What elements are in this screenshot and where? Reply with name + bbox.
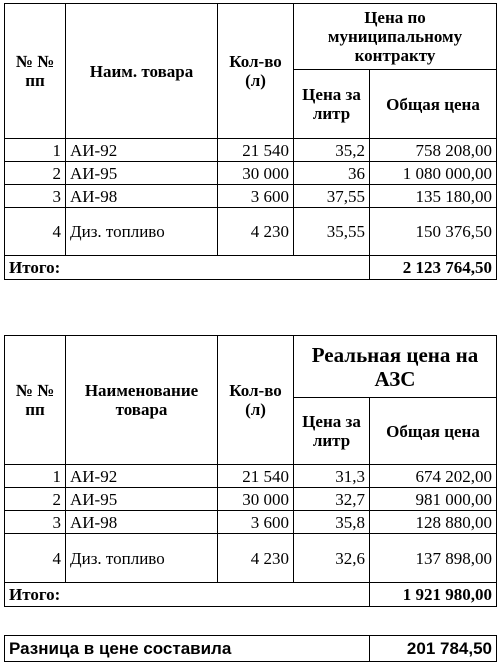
row-total: 1 080 000,00 [370,162,497,185]
table-row [5,139,497,162]
row-number: 1 [5,139,66,162]
row-product: АИ-92 [66,465,218,488]
row-total: 674 202,00 [370,465,497,488]
row-quantity: 4 230 [218,208,294,256]
row-total: 981 000,00 [370,488,497,511]
difference-table [4,635,497,662]
table-row [5,208,497,256]
row-price: 32,6 [294,534,370,583]
row-quantity: 3 600 [218,511,294,534]
row-product: АИ-92 [66,139,218,162]
row-product: Диз. топливо [66,534,218,583]
row-quantity: 30 000 [218,162,294,185]
header-product-name: Наименование товара [66,336,218,465]
header-quantity: Кол-во (л) [218,336,294,465]
total-label: Итого: [5,256,370,280]
row-total: 135 180,00 [370,185,497,208]
contract-price-table [4,3,497,280]
row-price: 35,55 [294,208,370,256]
total-label: Итого: [5,583,370,607]
total-value: 2 123 764,50 [370,256,497,280]
header-contract-price-group: Цена по муниципальному контракту [294,4,497,70]
row-price: 35,8 [294,511,370,534]
row-quantity: 21 540 [218,139,294,162]
row-product: Диз. топливо [66,208,218,256]
table-row [5,511,497,534]
header-total-price: Общая цена [370,398,497,465]
row-number: 1 [5,465,66,488]
row-number: 2 [5,162,66,185]
row-total: 758 208,00 [370,139,497,162]
row-number: 3 [5,185,66,208]
row-number: 2 [5,488,66,511]
row-product: АИ-95 [66,488,218,511]
row-price: 31,3 [294,465,370,488]
row-quantity: 21 540 [218,465,294,488]
table-row [5,465,497,488]
table-row [5,162,497,185]
row-total: 150 376,50 [370,208,497,256]
difference-value: 201 784,50 [370,636,497,662]
header-real-price-group: Реальная цена на АЗС [294,336,497,398]
total-value: 1 921 980,00 [370,583,497,607]
row-price: 32,7 [294,488,370,511]
table-row [5,185,497,208]
row-total: 137 898,00 [370,534,497,583]
difference-label: Разница в цене составила [5,636,370,662]
header-quantity: Кол-во (л) [218,4,294,139]
header-price-per-liter: Цена за литр [294,398,370,465]
row-product: АИ-98 [66,511,218,534]
row-number: 4 [5,208,66,256]
row-quantity: 4 230 [218,534,294,583]
row-number: 4 [5,534,66,583]
header-product-name: Наим. товара [66,4,218,139]
row-quantity: 30 000 [218,488,294,511]
table-row [5,488,497,511]
header-price-per-liter: Цена за литр [294,70,370,139]
total-row [5,256,497,280]
header-number: № № пп [5,336,66,465]
total-row [5,583,497,607]
row-price: 36 [294,162,370,185]
header-total-price: Общая цена [370,70,497,139]
row-price: 35,2 [294,139,370,162]
row-quantity: 3 600 [218,185,294,208]
row-number: 3 [5,511,66,534]
row-total: 128 880,00 [370,511,497,534]
row-product: АИ-98 [66,185,218,208]
header-number: № № пп [5,4,66,139]
table-row [5,534,497,583]
real-price-table [4,335,497,607]
row-product: АИ-95 [66,162,218,185]
row-price: 37,55 [294,185,370,208]
